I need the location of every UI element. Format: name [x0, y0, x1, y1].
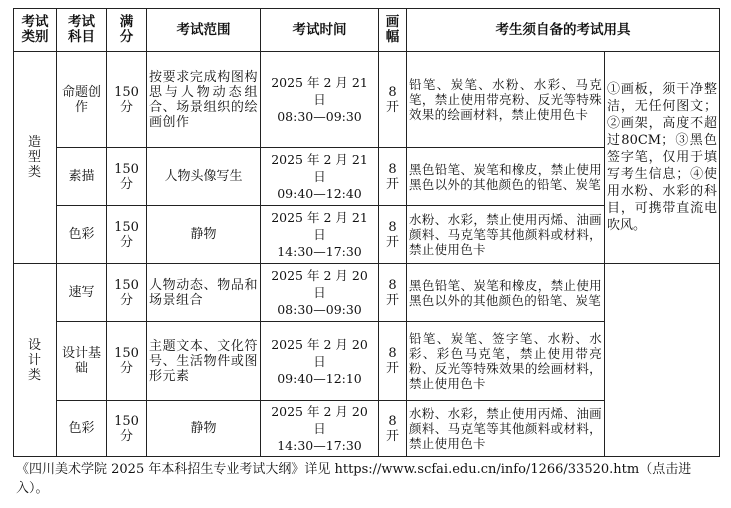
score-cell: 150 分 — [107, 52, 147, 148]
score-cell: 150 分 — [107, 401, 147, 457]
notes-blank-cell — [605, 264, 720, 457]
tools-cell: 铅笔、炭笔、签字笔、水粉、水彩、彩色马克笔，禁止使用带亮粉、反光等特殊效果的绘画材料，禁止使用色卡 — [407, 322, 605, 401]
subject-cell: 命题创作 — [57, 52, 107, 148]
time-cell: 2025 年 2 月 20 日 14:30—17:30 — [261, 401, 379, 457]
score-cell: 150 分 — [107, 264, 147, 322]
format-cell: 8 开 — [379, 206, 407, 264]
table-row — [14, 52, 720, 148]
format-cell: 8 开 — [379, 264, 407, 322]
table-header-row — [14, 9, 720, 52]
range-cell: 静物 — [147, 206, 261, 264]
header-range: 考试范围 — [147, 9, 261, 52]
tools-cell: 黑色铅笔、炭笔和橡皮，禁止使用黑色以外的其他颜色的铅笔、炭笔 — [407, 264, 605, 322]
time-cell: 2025 年 2 月 20 日 08:30—09:30 — [261, 264, 379, 322]
notes-cell: ①画板，须干净整洁，无任何图文；②画架，高度不超过80CM；③黑色签字笔，仅用于填写考生信息；④使用水粉、水彩的科目，可携带直流电吹风。 — [605, 52, 720, 264]
exam-schedule-table — [13, 8, 720, 457]
format-cell: 8 开 — [379, 322, 407, 401]
footnote[interactable]: 《四川美术学院 2025 年本科招生专业考试大纲》详见 https://www.scfai.edu.cn/info/1266/33520.htm（点击进入）。 — [16, 462, 692, 496]
format-cell: 8 开 — [379, 148, 407, 206]
range-cell: 静物 — [147, 401, 261, 457]
header-tools: 考生须自备的考试用具 — [407, 9, 720, 52]
time-cell: 2025 年 2 月 21 日 08:30—09:30 — [261, 52, 379, 148]
range-cell: 按要求完成构图构思与人物动态组合、场景组织的绘画创作 — [147, 52, 261, 148]
tools-cell: 黑色铅笔、炭笔和橡皮，禁止使用黑色以外的其他颜色的铅笔、炭笔 — [407, 148, 605, 206]
range-cell: 主题文本、文化符号、生活物件或图形元素 — [147, 322, 261, 401]
tools-cell: 铅笔、炭笔、水粉、水彩、马克笔，禁止使用带亮粉、反光等特殊效果的绘画材料，禁止使用色卡 — [407, 52, 605, 148]
score-cell: 150 分 — [107, 206, 147, 264]
category-cell-design: 设 计 类 — [14, 264, 57, 457]
tools-cell: 水粉、水彩，禁止使用丙烯、油画颜料、马克笔等其他颜料或材料，禁止使用色卡 — [407, 401, 605, 457]
tools-cell: 水粉、水彩，禁止使用丙烯、油画颜料、马克笔等其他颜料或材料，禁止使用色卡 — [407, 206, 605, 264]
header-score: 满 分 — [107, 9, 147, 52]
format-cell: 8 开 — [379, 401, 407, 457]
subject-cell: 色彩 — [57, 206, 107, 264]
category-cell-modeling: 造 型 类 — [14, 52, 57, 264]
range-cell: 人物头像写生 — [147, 148, 261, 206]
table-row — [14, 264, 720, 322]
time-cell: 2025 年 2 月 20 日 09:40—12:10 — [261, 322, 379, 401]
subject-cell: 素描 — [57, 148, 107, 206]
range-cell: 人物动态、物品和场景组合 — [147, 264, 261, 322]
subject-cell: 色彩 — [57, 401, 107, 457]
header-time: 考试时间 — [261, 9, 379, 52]
time-cell: 2025 年 2 月 21 日 09:40—12:40 — [261, 148, 379, 206]
time-cell: 2025 年 2 月 21 日 14:30—17:30 — [261, 206, 379, 264]
format-cell: 8 开 — [379, 52, 407, 148]
subject-cell: 速写 — [57, 264, 107, 322]
score-cell: 150 分 — [107, 148, 147, 206]
header-category: 考试 类别 — [14, 9, 57, 52]
subject-cell: 设计基础 — [57, 322, 107, 401]
header-format: 画 幅 — [379, 9, 407, 52]
score-cell: 150 分 — [107, 322, 147, 401]
header-subject: 考试 科目 — [57, 9, 107, 52]
